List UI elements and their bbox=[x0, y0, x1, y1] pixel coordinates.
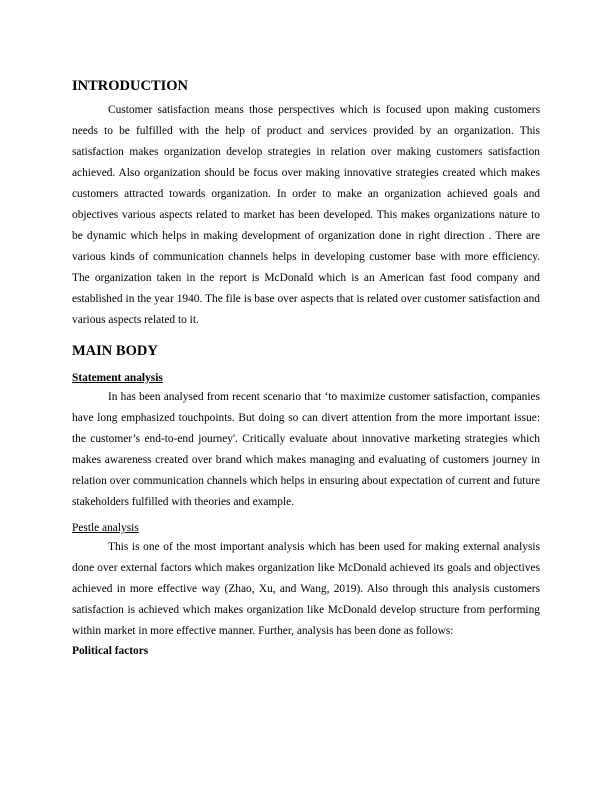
main-body-heading: MAIN BODY bbox=[72, 343, 158, 359]
pestle-analysis-paragraph: This is one of the most important analysis which has been used for making external analysis done over external factors which makes organization like McDonald achieved its goals and objectives achieved in more effective way (Zhao, Xu, and Wang, 2019). Also through this analysis customers satisfaction is achieved which makes organization like McDonald develop structure from performing within market in more effective manner. Further, analysis has been done as follows: bbox=[72, 541, 540, 637]
political-factors-heading: Political factors bbox=[72, 645, 149, 657]
pestle-analysis-heading: Pestle analysis bbox=[72, 522, 139, 534]
introduction-heading: INTRODUCTION bbox=[72, 78, 189, 94]
statement-analysis-heading: Statement analysis bbox=[72, 372, 163, 384]
introduction-paragraph: Customer satisfaction means those perspectives which is focused upon making customers needs to be fulfilled with the help of product and services provided by an organization. This satisfaction makes organization develop strategies in relation over making customers satisfaction achieved. Also organization should be focus over making innovative strategies created which makes customers attracted towards organization. In order to make an organization achieved goals and objectives various aspects related to market has been developed. This makes organizations nature to be dynamic which helps in making development of organization done in right direction . There are various kinds of communication channels helps in developing customer base with more efficiency. The organization taken in the report is McDonald which is an American fast food company and established in the year 1940. The file is base over aspects that is related over customer satisfaction and various aspects related to it. bbox=[72, 104, 540, 326]
document-page bbox=[72, 76, 540, 660]
statement-analysis-paragraph: In has been analysed from recent scenario that ‘to maximize customer satisfaction, companies have long emphasized touchpoints. But doing so can divert attention from the more important issue: the customer’s end-to-end journey'. Critically evaluate about innovative marketing strategies which makes awareness created over brand which makes managing and evaluating of customers journey in relation over communication channels which helps in ensuring about expectation of current and future stakeholders fulfilled with theories and example. bbox=[72, 391, 540, 508]
